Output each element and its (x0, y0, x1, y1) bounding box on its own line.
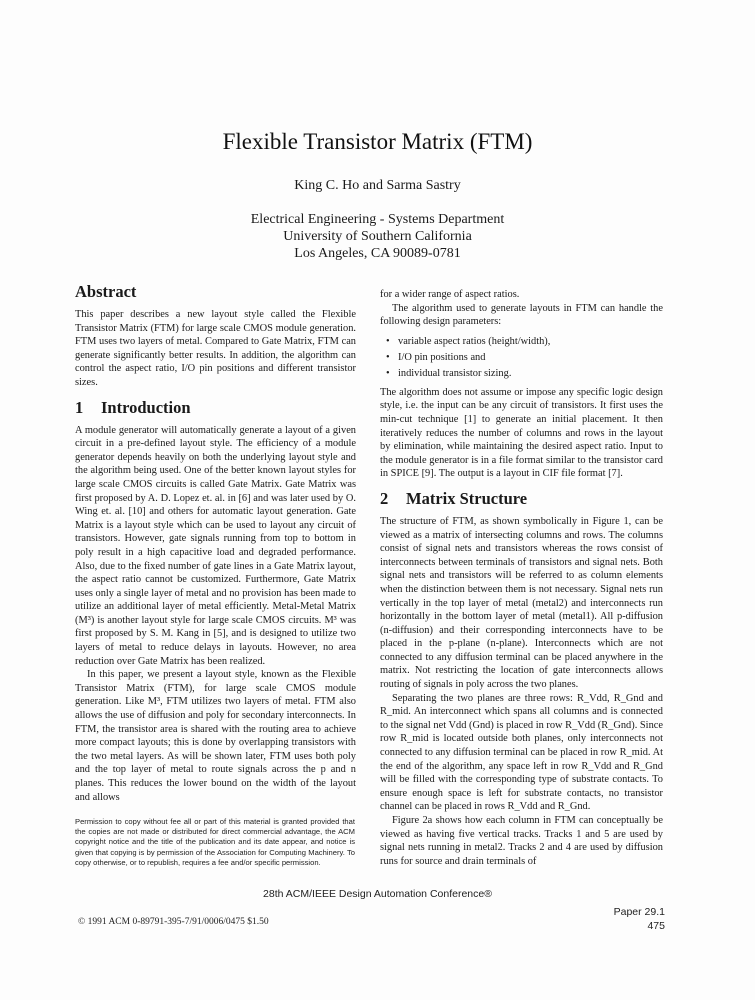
paper-authors: King C. Ho and Sarma Sastry (294, 178, 461, 193)
intro-continuation: for a wider range of aspect ratios. (380, 289, 520, 300)
left-column (75, 282, 356, 804)
paper-number: Paper 29.1 (613, 906, 665, 918)
structure-paragraph-1: The structure of FTM, as shown symbolically in Figure 1, can be viewed as a matrix of intersecting columns and rows. The columns consist of signal nets and transistors whereas the rows consist of interconnects between terminals of transistors and signal nets. Both signal nets and transistors will be referred to as column elements when the distinction between them is not necessary. Signal nets run vertically in the top layer of metal (metal2) and interconnects run horizontally in the bottom layer of metal (metal1). All p-diffusion (n-diffusion) and their corresponding interconnects have to be placed in the p-plane (n-plane). Interconnects which are not connected to any diffusion terminal can be placed anywhere in the matrix. Not restricting the location of gate interconnects allows routing of signals in poly across the two planes. (380, 515, 663, 691)
page-footer-right (614, 905, 665, 933)
intro-params-paragraph: The algorithm used to generate layouts in FTM can handle the following design parameters: (380, 302, 663, 328)
conference-name: 28th ACM/IEEE Design Automation Conference® (263, 888, 492, 900)
right-column (380, 288, 663, 868)
affiliation (0, 211, 755, 262)
paper-title: Flexible Transistor Matrix (FTM) (222, 129, 533, 154)
structure-paragraph-3: Figure 2a shows how each column in FTM can conceptually be viewed as having five vertical tracks. Tracks 1 and 5 are used by signal nets running in metal2. Tracks 2 and 4 are used by diffusion runs for source and drain terminals of (380, 815, 663, 867)
intro-paragraph-2: In this paper, we present a layout style, known as the Flexible Transistor Matrix (FTM), for large scale CMOS module generation. Like M³, FTM utilizes two layers of metal. FTM also allows the use of diffusion and poly for secondary interconnects. In FTM, the transistor area is shared with the routing area to achieve more compact layouts; this is done by overlapping transistors with the two metal layers. As will be shown later, FTM uses both poly and the top layer of metal to route signals across the p and n planes. This reduces the lower bound on the width of the layout and allows (75, 669, 356, 803)
affiliation-university: University of Southern California (283, 229, 472, 244)
affiliation-address: Los Angeles, CA 90089-0781 (294, 246, 461, 261)
list-item: • I/O pin positions and (398, 350, 663, 366)
section-1-heading (75, 398, 356, 418)
section-1-title: Introduction (101, 397, 191, 417)
list-item: • individual transistor sizing. (398, 366, 663, 382)
intro-paragraph-1: A module generator will automatically generate a layout of a given circuit in a pre-defined layout style. The efficiency of a module generator depends heavily on both the underlying layout style and the algorithm being used. One of the better known layout styles for large scale CMOS circuits is called Gate Matrix. Gate Matrix was first proposed by A. D. Lopez et. al. in [6] and was later used by O. Wing et. al. [10] and others for automatic layout generation. Gate Matrix is a layout style which can be used to layout any circuit of transistors. However, gate signals running from top to bottom in poly result in a high capacitive load and degraded performance. Also, due to the fixed number of gate lines in a Gate Matrix layout, the aspect ratio cannot be customized. Furthermore, Gate Matrix uses only a single layer of metal and no provision has been made to utilize an additional layer of metal efficiently. Metal-Metal Matrix (M³) is another layout style for large scale CMOS circuits. M³ was first proposed by S. M. Kang in [5], and is designed to utilize two layers of metal to reduce delays in layouts. However, no area reduction over Gate Matrix has been realized. (75, 424, 356, 667)
intro-algorithm-paragraph: The algorithm does not assume or impose any specific logic design style, i.e. the input can be any circuit of transistors. It first uses the min-cut technique [1] to generate an initial placement. It then iteratively reduces the number of columns and rows in the layout by elimination, while maintaining the desired aspect ratio. Input to the module generator is in a file format similar to the transistor card in SPICE [9]. The output is a layout in CIF file format [7]. (380, 386, 663, 480)
section-2-heading (380, 489, 663, 509)
list-item: • variable aspect ratios (height/width), (398, 334, 663, 350)
copyright-line: © 1991 ACM 0-89791-395-7/91/0006/0475 $1.50 (78, 917, 269, 927)
page-number: 475 (647, 920, 665, 932)
design-parameters-list (380, 334, 663, 382)
abstract-heading: Abstract (75, 282, 137, 301)
affiliation-department: Electrical Engineering - Systems Department (250, 212, 505, 227)
section-1-number: 1 (75, 397, 84, 417)
section-2-title: Matrix Structure (406, 488, 528, 508)
section-2-number: 2 (380, 488, 389, 508)
abstract-text: This paper describes a new layout style called the Flexible Transistor Matrix (FTM) for large scale CMOS module generation. FTM uses two layers of metal. Compared to Gate Matrix, FTM can generate significantly better results. In addition, the algorithm can control the aspect ratio, I/O pin positions and different transistor sizes. (75, 309, 356, 388)
permission-notice: Permission to copy without fee all or part of this material is granted provided that the copies are not made or distributed for direct commercial advantage, the ACM copyright notice and the title of the publication and its date appear, and notice is given that copying is by permission of the Association for Computing Machinery. To copy otherwise, or to republish, requires a fee and/or specific permission. (75, 817, 355, 867)
structure-paragraph-2: Separating the two planes are three rows: R_Vdd, R_Gnd and R_mid. An interconnect which spans all columns and is connected to the signal net Vdd (Gnd) is placed in row R_Vdd (R_Gnd). Since row R_mid is located outside both planes, only interconnects not connected to any diffusion terminal can be placed in row R_mid. At the end of the algorithm, any space left in row R_Vdd and R_Gnd will be filled with the corresponding type of substrate contacts. To ensure enough space is left for substrate contacts, no transistor channel can be placed in rows R_Vdd and R_Gnd. (380, 692, 663, 813)
